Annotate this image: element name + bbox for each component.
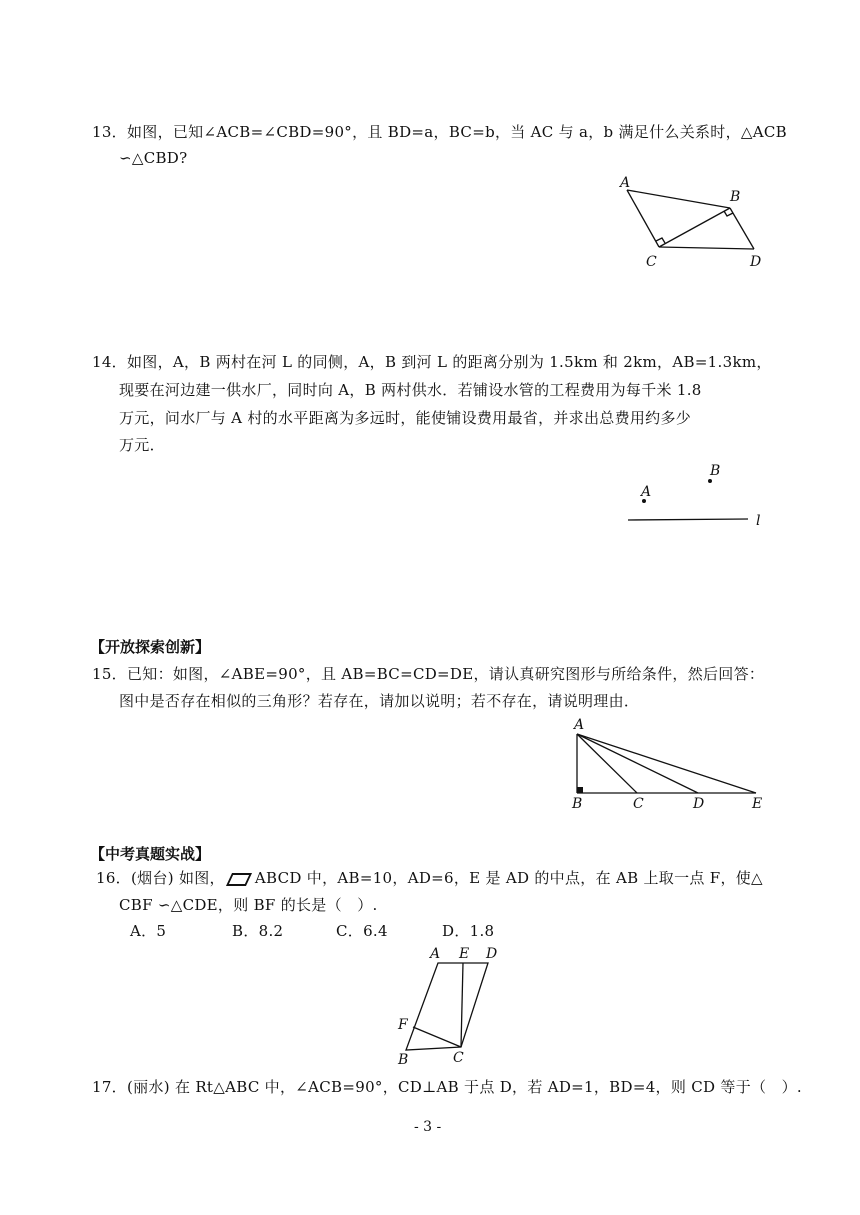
q13-label-b: B	[730, 189, 741, 205]
q14-line1: 14．如图，A，B 两村在河 L 的同侧，A，B 到河 L 的距离分别为 1.5km 和 2km，AB=1.3km，	[92, 353, 772, 371]
q13-label-d: D	[750, 254, 762, 270]
q13-label-c: C	[646, 254, 657, 270]
q16-option-c: C．6.4	[336, 922, 388, 940]
q15-label-b: B	[572, 796, 583, 812]
q16-label-d: D	[486, 946, 498, 962]
q13-figure	[612, 170, 777, 275]
q15-figure	[566, 714, 771, 812]
q16-line1-suffix: ABCD 中，AB=10，AD=6，E 是 AD 的中点，在 AB 上取一点 F，使△	[254, 869, 763, 887]
page-number: - 3 -	[414, 1119, 442, 1135]
q15-label-a: A	[574, 717, 585, 733]
q16-line2: CBF ∽△CDE，则 BF 的长是（ ）.	[119, 896, 378, 914]
q15-line1: 15．已知：如图，∠ABE=90°，且 AB=BC=CD=DE，请认真研究图形与所给条件，然后回答：	[92, 665, 765, 683]
q13-line2: ∽△CBD?	[119, 149, 188, 167]
q15-label-d: D	[693, 796, 705, 812]
parallelogram-icon	[226, 873, 252, 886]
q14-label-a: A	[641, 484, 652, 500]
q16-line1	[96, 868, 763, 888]
q15-label-e: E	[752, 796, 763, 812]
section-exam-practice-title: 【中考真题实战】	[90, 845, 211, 863]
q14-label-b: B	[710, 463, 721, 479]
q16-option-a: A．5	[130, 922, 167, 940]
q15-line2: 图中是否存在相似的三角形？若存在，请加以说明；若不存在，请说明理由．	[119, 692, 640, 710]
q14-line4: 万元．	[119, 436, 165, 454]
q16-line1-prefix: 16．(烟台) 如图，	[96, 869, 225, 887]
q14-line2: 现要在河边建一供水厂，同时向 A，B 两村供水．若铺设水管的工程费用为每千米 1.8	[119, 381, 702, 399]
q13-label-a: A	[620, 175, 631, 191]
q16-label-a: A	[430, 946, 441, 962]
q13-line1: 13．如图，已知∠ACB=∠CBD=90°，且 BD=a，BC=b，当 AC 与 a，b 满足什么关系时，△ACB	[92, 123, 787, 141]
q16-figure	[393, 943, 508, 1068]
q16-option-d: D．1.8	[442, 922, 495, 940]
section-open-exploration-title: 【开放探索创新】	[90, 638, 211, 656]
q15-label-c: C	[633, 796, 644, 812]
q14-label-l: l	[756, 513, 761, 529]
q16-label-f: F	[398, 1017, 408, 1033]
q14-line3: 万元，问水厂与 A 村的水平距离为多远时，能使铺设费用最省，并求出总费用约多少	[119, 409, 692, 427]
q16-option-b: B．8.2	[232, 922, 284, 940]
q17-line1: 17．(丽水) 在 Rt△ABC 中，∠ACB=90°，CD⊥AB 于点 D，若 AD=1，BD=4，则 CD 等于（ ）.	[92, 1078, 802, 1096]
q16-label-b: B	[398, 1052, 409, 1068]
q16-label-e: E	[459, 946, 470, 962]
q16-label-c: C	[453, 1050, 464, 1066]
q14-figure	[620, 458, 770, 530]
